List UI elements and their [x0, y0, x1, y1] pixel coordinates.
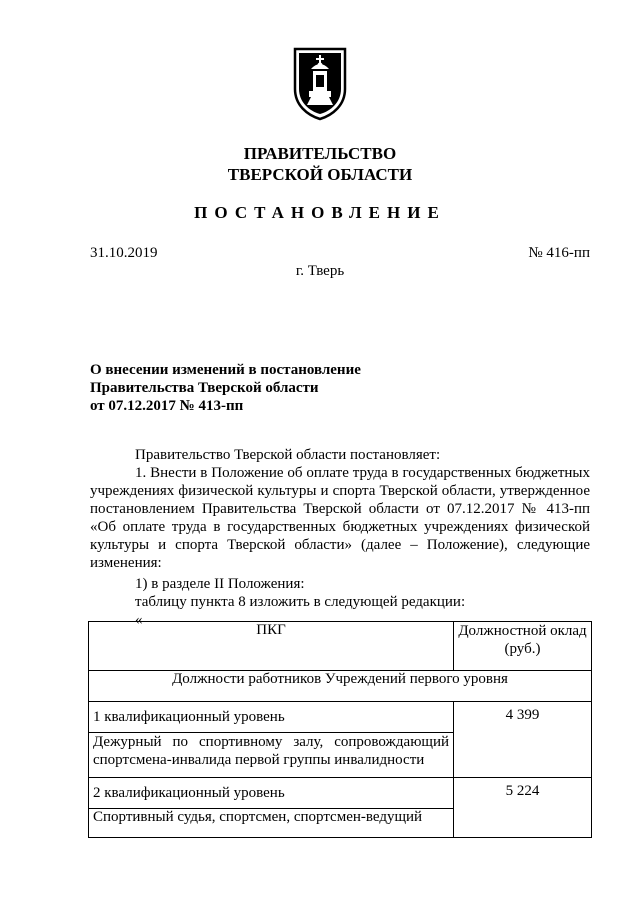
group-row [89, 671, 592, 702]
subject-line1: О внесении изменений в постановление [90, 362, 361, 378]
document-type-title: ПОСТАНОВЛЕНИЕ [194, 203, 446, 222]
column-header-salary: Должностной оклад (руб.) [454, 622, 592, 671]
tver-coat-of-arms-emblem [291, 45, 349, 121]
document-number: № 416-пп [528, 245, 590, 261]
preamble-paragraph: Правительство Тверской области постановляет: [135, 447, 441, 463]
table-row [89, 702, 592, 733]
item1-paragraph: 1. Внести в Положение об оплате труда в государственных бюджетных учреждениях физической культуры и спорта Тверской области, утвержденное постановлением Правительства Тверской области от 07.12.2017 № 413-пп «Об оплате труда в государственных бюджетных учреждениях физической культуры и спорта Тверской области» (далее – Положение), следующие изменения: [90, 465, 590, 571]
document-date: 31.10.2019 [90, 245, 158, 261]
document-subject [90, 361, 450, 415]
salary-table [88, 621, 592, 838]
group-title: Должности работников Учреждений первого уровня [89, 671, 592, 702]
table-intro-paragraph: таблицу пункта 8 изложить в следующей редакции: [135, 594, 466, 610]
column-header-pkg: ПКГ [89, 622, 454, 671]
positions-list: Спортивный судья, спортсмен, спортсмен-ведущий [89, 809, 454, 838]
salary-amount: 4 399 [454, 702, 592, 778]
subitem1-paragraph: 1) в разделе II Положения: [135, 576, 305, 592]
table-row [89, 778, 592, 809]
document-city: г. Тверь [295, 263, 345, 279]
table-header-row [89, 622, 592, 671]
subject-line2: Правительства Тверской области [90, 380, 319, 396]
subject-line3: от 07.12.2017 № 413-пп [90, 398, 244, 414]
qualification-level: 1 квалификационный уровень [89, 702, 454, 733]
positions-list: Дежурный по спортивному залу, сопровождающий спортсмена-инвалида первой группы инвалидности [89, 733, 454, 778]
government-title-line1: ПРАВИТЕЛЬСТВО [243, 144, 397, 163]
opening-quote: « [135, 612, 143, 628]
qualification-level: 2 квалификационный уровень [89, 778, 454, 809]
government-title-line2: ТВЕРСКОЙ ОБЛАСТИ [227, 165, 413, 184]
salary-amount: 5 224 [454, 778, 592, 838]
